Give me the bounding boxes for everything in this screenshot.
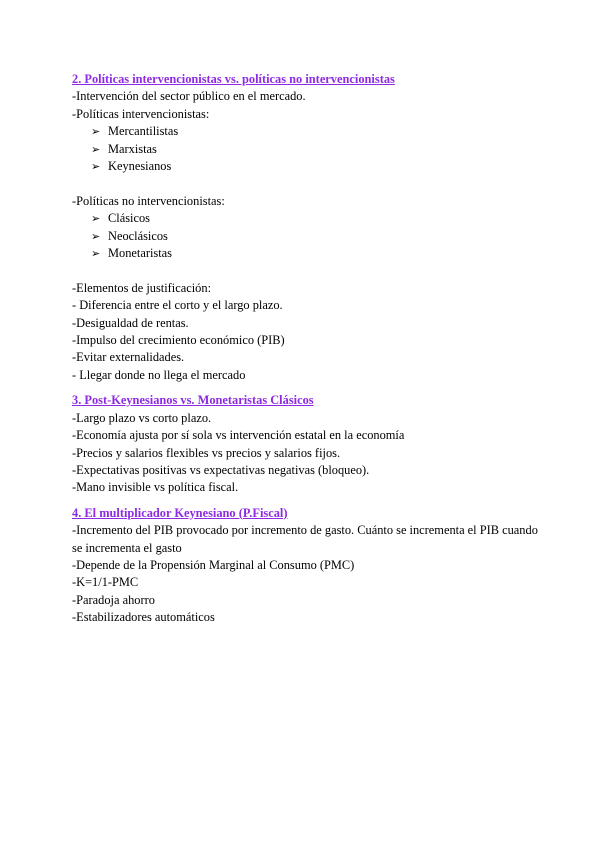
section-4-line: -Paradoja ahorro	[72, 592, 155, 607]
justification-item: - Llegar donde no llega el mercado	[72, 367, 246, 382]
section-3-line: -Expectativas positivas vs expectativas negativas (bloqueo).	[72, 462, 370, 477]
section-3-line: -Mano invisible vs política fiscal.	[72, 480, 239, 495]
section-4-line: -Depende de la Propensión Marginal al Consumo (PMC)	[72, 557, 355, 572]
justification-item: -Desigualdad de rentas.	[72, 315, 189, 330]
interventionist-label: -Políticas intervencionistas:	[72, 106, 210, 121]
list-item	[72, 141, 542, 158]
section-2-intro: -Intervención del sector público en el mercado.	[72, 89, 306, 104]
section-3-heading: 3. Post-Keynesianos vs. Monetaristas Clásicos	[72, 393, 314, 408]
arrow-bullet-icon: ➢	[91, 247, 101, 261]
arrow-bullet-icon: ➢	[91, 125, 101, 139]
list-item-text: Mercantilistas	[108, 124, 179, 139]
section-4-line: -Estabilizadores automáticos	[72, 610, 215, 625]
list-item	[72, 245, 542, 262]
non-interventionist-label: -Políticas no intervencionistas:	[72, 193, 225, 208]
section-4-line: -K=1/1-PMC	[72, 575, 139, 590]
list-item	[72, 123, 542, 140]
spacer	[72, 384, 542, 392]
arrow-bullet-icon: ➢	[91, 229, 101, 243]
justification-item: - Diferencia entre el corto y el largo plazo.	[72, 298, 283, 313]
arrow-bullet-icon: ➢	[91, 142, 101, 156]
spacer	[72, 175, 542, 192]
list-item-text: Monetaristas	[108, 246, 173, 261]
list-item	[72, 228, 542, 245]
section-4-line: -Incremento del PIB provocado por incremento de gasto. Cuánto se incrementa el PIB cuando se incrementa el gasto	[72, 523, 541, 555]
arrow-bullet-icon: ➢	[91, 160, 101, 174]
list-item	[72, 158, 542, 175]
list-item	[72, 210, 542, 227]
document-body	[72, 71, 542, 627]
section-4-heading: 4. El multiplicador Keynesiano (P.Fiscal)	[72, 505, 288, 520]
justification-label: -Elementos de justificación:	[72, 280, 212, 295]
section-3-line: -Precios y salarios flexibles vs precios y salarios fijos.	[72, 445, 341, 460]
justification-item: -Impulso del crecimiento económico (PIB)	[72, 333, 285, 348]
list-item-text: Clásicos	[108, 211, 150, 226]
section-2-heading: 2. Políticas intervencionistas vs. políticas no intervencionistas	[72, 72, 395, 86]
section-3-line: -Economía ajusta por sí sola vs intervención estatal en la economía	[72, 428, 405, 443]
spacer	[72, 497, 542, 505]
justification-item: -Evitar externalidades.	[72, 350, 185, 365]
section-3-line: -Largo plazo vs corto plazo.	[72, 410, 212, 425]
spacer	[72, 262, 542, 279]
list-item-text: Keynesianos	[108, 159, 172, 174]
arrow-bullet-icon: ➢	[91, 212, 101, 226]
list-item-text: Marxistas	[108, 141, 157, 156]
list-item-text: Neoclásicos	[108, 228, 168, 243]
